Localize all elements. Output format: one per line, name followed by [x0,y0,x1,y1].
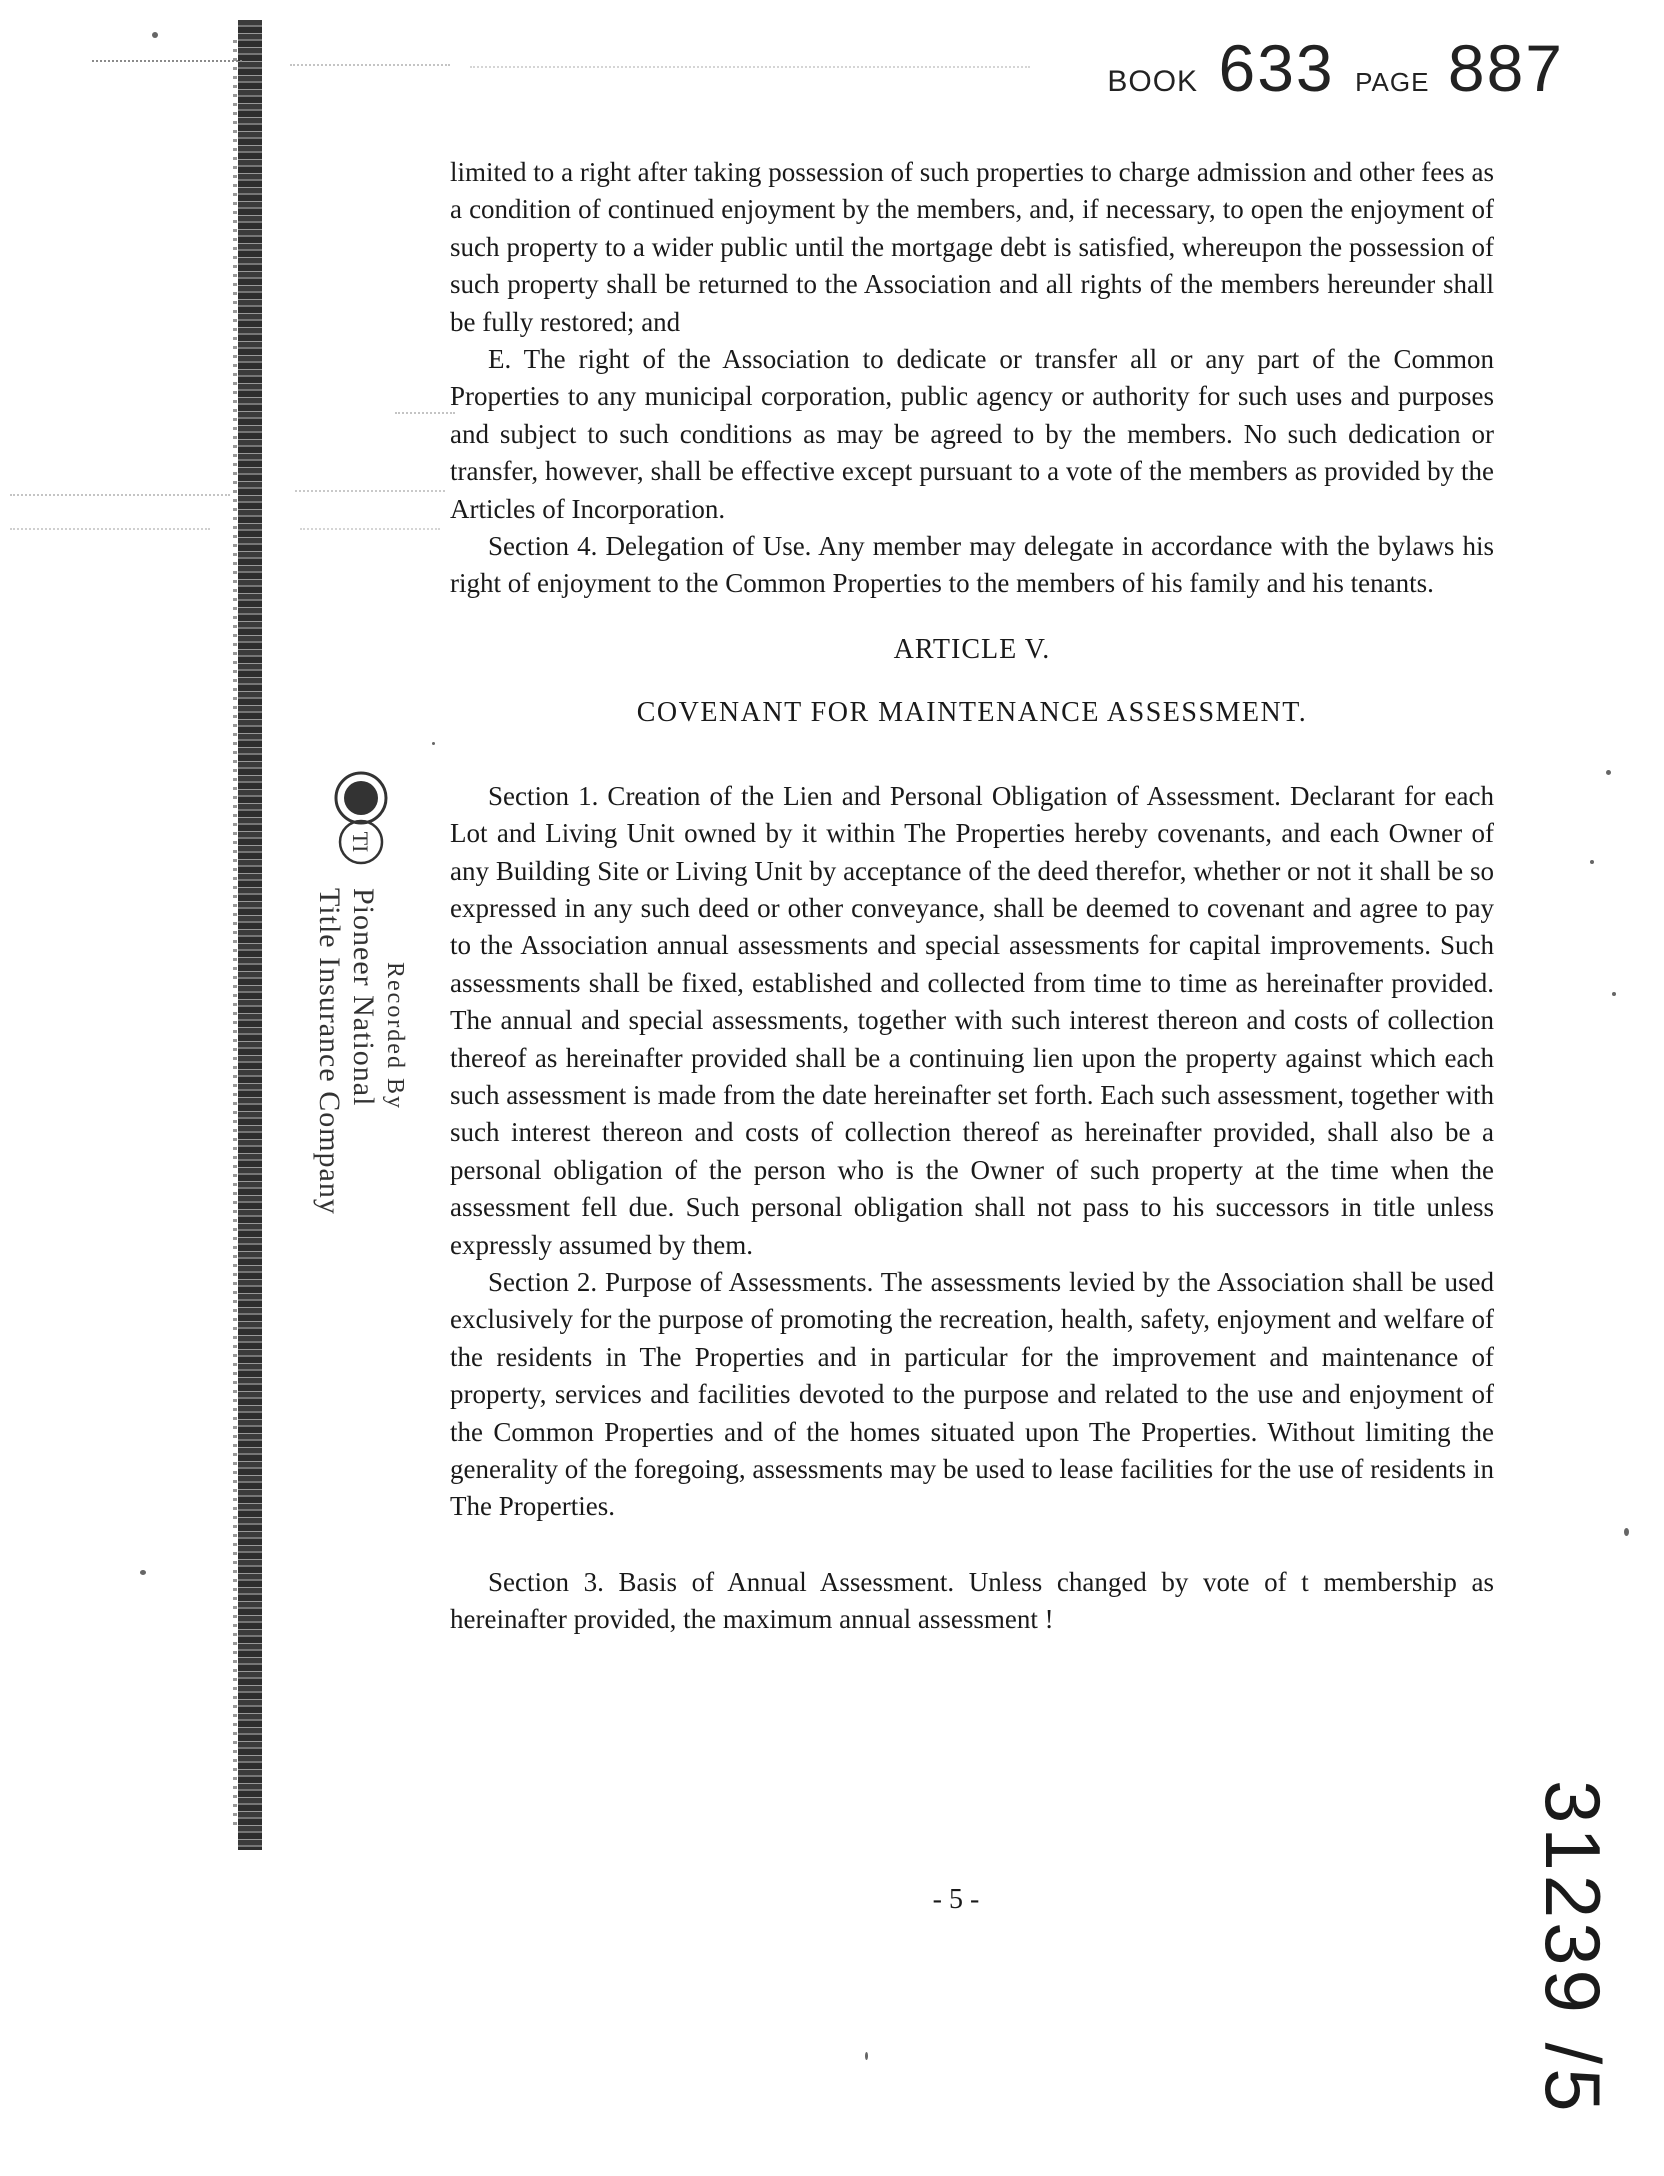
title-company-logo [333,770,389,866]
scan-dash [10,528,210,530]
scan-speck [140,1570,146,1575]
paragraph-continuation: limited to a right after taking possession of such properties to charge admission and other fees as a condition of continued enjoyment by the members, and, if necessary, to open the enjoyment of such property to a wider public until the mortgage debt is satisfied, whereupon the possession of such property shall be returned to the Association and all rights of the members hereunder shall be fully restored; and [450,157,1494,337]
company-name-line-2: Title Insurance Company [313,888,346,1215]
binding-strip [238,20,262,1850]
paragraph-section-4: Section 4. Delegation of Use. Any member may delegate in accordance with the bylaws his right of enjoyment to the Common Properties to the members of his family and his tenants. [450,531,1494,599]
scan-dash [92,60,242,62]
scan-dash [10,494,230,496]
page-number-footer: - 5 - [932,1884,980,1915]
article-title: COVENANT FOR MAINTENANCE ASSESSMENT. [636,697,1308,729]
scan-speck [1590,860,1594,864]
scan-speck [152,32,158,38]
scan-speck [1624,1528,1629,1536]
book-page-reference [1107,30,1564,106]
recorded-by-stamp [312,770,410,1215]
page-label: PAGE [1355,67,1430,97]
article-heading: ARTICLE V. [893,633,1051,665]
book-number: 633 [1218,31,1335,105]
margin-handwritten-number: 31239 /5 [1529,1780,1617,2116]
company-name-line-1: Pioneer National [347,888,380,1107]
scan-dash [395,412,455,414]
scan-speck [1606,770,1611,775]
scan-dash [470,66,1030,68]
paragraph-section-2: Section 2. Purpose of Assessments. The assessments levied by the Association shall be used exclusively for the purpose of promoting the recreation, health, safety, enjoyment and welfare of the residents in The Properties and in particular for the improvement and maintenance of property, services and facilities devoted to the purpose and related to the use and enjoyment of the Common Properties and of the homes situated upon The Properties. Without limiting the generality of the foregoing, assessments may be used to lease facilities for the use of residents in The Properties. [450,1266,1494,1522]
scan-dash [290,64,450,66]
scan-speck [865,2052,868,2060]
recorded-by-label: Recorded By [382,962,408,1110]
scan-dash [295,490,445,492]
logo-text: TI [348,831,373,853]
page-number-header: 887 [1447,31,1564,105]
scan-dash [300,528,440,530]
book-label: BOOK [1107,65,1199,98]
paragraph-section-3: Section 3. Basis of Annual Assessment. Unless changed by vote of t membership as hereinafter provided, the maximum annual assessment ! [450,1566,1494,1635]
binding-edge [233,40,237,1830]
paragraph-gap [450,1526,1494,1564]
scan-speck [1612,992,1616,996]
scan-speck [432,742,435,745]
paragraph-item-e: E. The right of the Association to dedicate or transfer all or any part of the Common Properties to any municipal corporation, public agency or authority for such uses and purposes and subject to such conditions as may be agreed to by the members. No such dedication or transfer, however, shall be effective except pursuant to a vote of the members as provided by the Articles of Incorporation. [450,344,1494,524]
paragraph-section-1: Section 1. Creation of the Lien and Personal Obligation of Assessment. Declarant for each Lot and Living Unit owned by it within The Properties hereby covenants, and each Owner of any Building Site or Living Unit by acceptance of the deed therefor, whether or not it shall be so expressed in any such deed or other conveyance, shall be deemed to covenant and agree to pay to the Association annual assessments and special assessments for capital improvements. Such assessments shall be fixed, established and collected from time to time as hereinafter provided. The annual and special assessments, together with such interest thereon and costs of collection thereof as hereinafter provided shall be a continuing lien upon the property against which each such assessment is made from the date hereinafter set forth. Each such assessment, together with such interest thereon and costs of collection thereof as hereinafter provided, shall also be a personal obligation of the person who is the Owner of such property at the time when the assessment fell due. Such personal obligation shall not pass to his successors in title unless expressly assumed by them. [450,780,1494,1260]
stamp-text [312,888,410,1215]
document-body [450,154,1494,1639]
